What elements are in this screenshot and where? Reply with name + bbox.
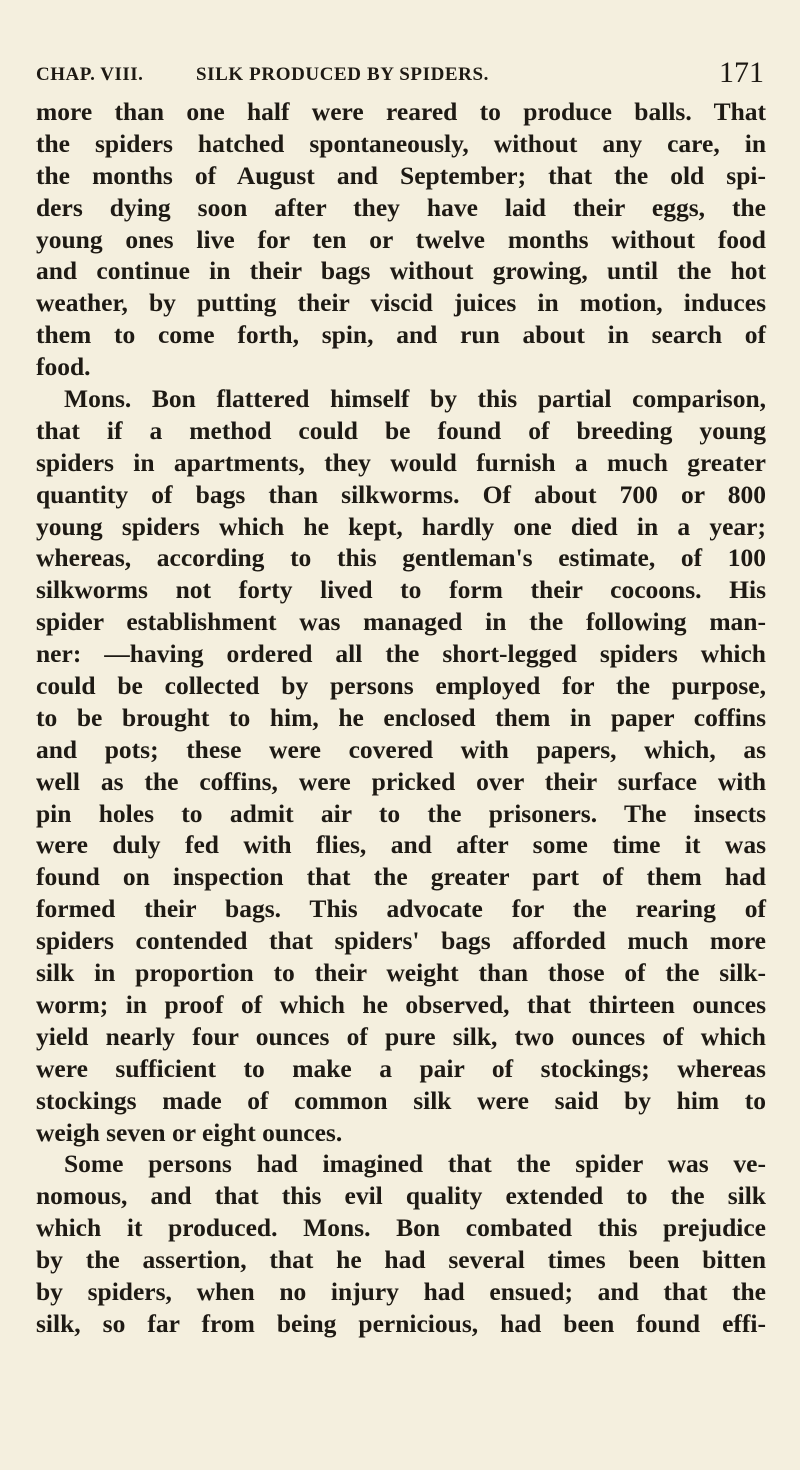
text-line: weigh seven or eight ounces. bbox=[36, 1117, 343, 1147]
running-title: SILK PRODUCED BY SPIDERS. bbox=[196, 64, 490, 85]
text-line: worm; in proof of which he observed, that thirteen ounces bbox=[36, 989, 766, 1019]
text-line: silk, so far from being pernicious, had been found effi- bbox=[36, 1308, 766, 1338]
text-line: and pots; these were covered with papers, which, as bbox=[36, 734, 766, 764]
text-line: yield nearly four ounces of pure silk, two ounces of which bbox=[36, 1021, 766, 1051]
text-line: formed their bags. This advocate for the rearing of bbox=[36, 894, 766, 924]
text-line: food. bbox=[36, 352, 91, 382]
text-line: and continue in their bags without growing, until the hot bbox=[36, 256, 766, 286]
text-line: the months of August and September; that the old spi- bbox=[36, 160, 766, 190]
text-line: young ones live for ten or twelve months without food bbox=[36, 224, 766, 254]
running-head bbox=[36, 56, 764, 92]
text-line: silkworms not forty lived to form their cocoons. His bbox=[36, 575, 766, 605]
chapter-label: CHAP. VIII. bbox=[36, 64, 144, 85]
text-line: nomous, and that this evil quality extended to the silk bbox=[36, 1181, 766, 1211]
page-number: 171 bbox=[719, 56, 764, 89]
text-line: weather, by putting their viscid juices in motion, induces bbox=[36, 288, 766, 318]
text-line: were sufficient to make a pair of stockings; whereas bbox=[36, 1053, 766, 1083]
body-text bbox=[36, 96, 766, 1340]
text-line: were duly fed with flies, and after some time it was bbox=[36, 830, 766, 860]
text-line: could be collected by persons employed for the purpose, bbox=[36, 671, 766, 701]
text-line: found on inspection that the greater part of them had bbox=[36, 862, 766, 892]
text-line: that if a method could be found of breeding young bbox=[36, 415, 766, 445]
text-line: spider establishment was managed in the following man- bbox=[36, 607, 766, 637]
text-line: pin holes to admit air to the prisoners. The insects bbox=[36, 798, 766, 828]
text-line: by spiders, when no injury had ensued; and that the bbox=[36, 1276, 766, 1306]
text-line: spiders in apartments, they would furnish a much greater bbox=[36, 447, 766, 477]
text-line: quantity of bags than silkworms. Of about 700 or 800 bbox=[36, 479, 766, 509]
text-line: ner: —having ordered all the short-legged spiders which bbox=[36, 639, 766, 669]
text-line: ders dying soon after they have laid their eggs, the bbox=[36, 192, 766, 222]
text-line: which it produced. Mons. Bon combated this prejudice bbox=[36, 1213, 766, 1243]
text-line: Mons. Bon flattered himself by this partial comparison, bbox=[64, 384, 766, 414]
text-line: silk in proportion to their weight than those of the silk- bbox=[36, 958, 766, 988]
text-line: more than one half were reared to produce balls. That bbox=[36, 97, 766, 126]
text-line: the spiders hatched spontaneously, without any care, in bbox=[36, 128, 766, 158]
text-line: spiders contended that spiders' bags afforded much more bbox=[36, 926, 766, 956]
text-line: Some persons had imagined that the spider was ve- bbox=[64, 1149, 766, 1179]
text-line: well as the coffins, were pricked over their surface with bbox=[36, 766, 766, 796]
text-line: young spiders which he kept, hardly one died in a year; bbox=[36, 511, 766, 541]
text-line: to be brought to him, he enclosed them in paper coffins bbox=[36, 702, 766, 732]
text-line: stockings made of common silk were said by him to bbox=[36, 1085, 766, 1115]
text-line: by the assertion, that he had several times been bitten bbox=[36, 1245, 766, 1275]
text-line: whereas, according to this gentleman's estimate, of 100 bbox=[36, 543, 766, 573]
text-line: them to come forth, spin, and run about in search of bbox=[36, 320, 766, 350]
